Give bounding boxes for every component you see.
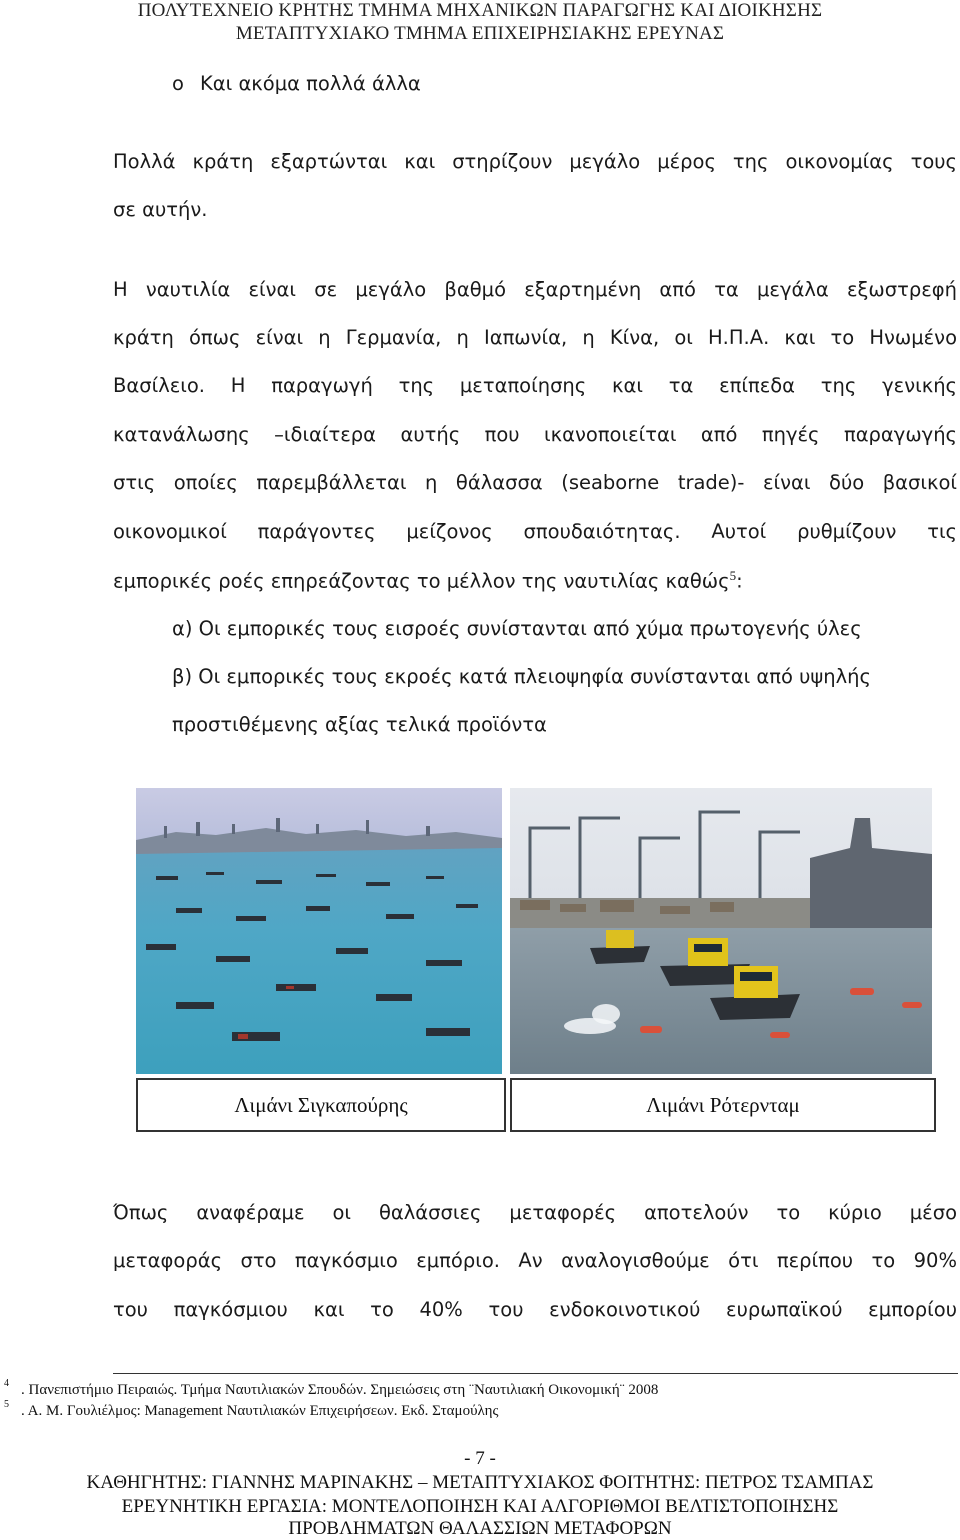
footnote-4-number: 4 [4,1378,9,1389]
footnote-4-text: . Πανεπιστήμιο Πειραιώς. Τμήμα Ναυτιλιακών Σπουδών. Σημειώσεις στη ¨Ναυτιλιακή Οικονομική¨ 2008 [21,1382,659,1398]
footnote-4 [4,1378,659,1399]
para2-line-4: κατανάλωσης –ιδιαίτερα αυτής που ικανοποιείται από πηγές παραγωγής [113,423,957,446]
bullet-marker: o [172,72,184,95]
singapore-port-photo [136,788,502,1074]
footer-line-3: ΠΡΟΒΛΗΜΑΤΩΝ ΘΑΛΑΣΣΙΩΝ ΜΕΤΑΦΟΡΩΝ [288,1518,672,1539]
footnote-5-text: . Α. Μ. Γουλιέλμος: Management Ναυτιλιακών Επιχειρήσεων. Εκδ. Σταμούλης [21,1403,499,1419]
bullet-item [172,72,421,95]
para2-line-7-text: εμπορικές ροές επηρεάζοντας το μέλλον της ναυτιλίας καθώς [113,569,730,593]
header-line-2: ΜΕΤΑΠΤΥΧΙΑΚΟ ΤΜΗΜΑ ΕΠΙΧΕΙΡΗΣΙΑΚΗΣ ΕΡΕΥΝΑΣ [235,23,725,44]
list-item-a: α) Οι εμπορικές τους εισροές συνίστανται από χύμα πρωτογενής ύλες [172,617,862,640]
footnote-5 [4,1399,499,1420]
para2-line-2: κράτη όπως είναι η Γερμανία, η Ιαπωνία, η Κίνα, οι Η.Π.Α. και το Ηνωμένο [113,326,957,349]
para3-line-1: Όπως αναφέραμε οι θαλάσσιες μεταφορές αποτελούν το κύριο μέσο [113,1201,957,1224]
para2-line-6: οικονομικοί παράγοντες μείζονος σπουδαιότητας. Αυτοί ρυθμίζουν τις [113,520,957,543]
footnote-5-number: 5 [4,1399,9,1410]
footer-line-1: ΚΑΘΗΓΗΤΗΣ: ΓΙΑΝΝΗΣ ΜΑΡΙΝΑΚΗΣ – ΜΕΤΑΠΤΥΧΙΑΚΟΣ ΦΟΙΤΗΤΗΣ: ΠΕΤΡΟΣ ΤΣΑΜΠΑΣ [86,1472,874,1493]
para2-line-5: στις οποίες παρεμβάλλεται η θάλασσα (seaborne trade)- είναι δύο βασικοί [113,471,957,494]
bullet-text: Και ακόμα πολλά άλλα [200,72,421,95]
list-item-b-line-2: προστιθέμενης αξίας τελικά προϊόντα [172,713,547,736]
para1-line-2: σε αυτήν. [113,198,208,221]
page-number: - 7 - [464,1448,496,1469]
rotterdam-port-image [510,788,932,1074]
para3-line-3: του παγκόσμιου και το 40% του ενδοκοινοτικού ευρωπαϊκού εμπορίου [113,1298,957,1321]
para2-line-1: Η ναυτιλία είναι σε μεγάλο βαθμό εξαρτημένη από τα μεγάλα εξωστρεφή [113,278,957,301]
caption-singapore: Λιμάνι Σιγκαπούρης [136,1078,506,1132]
rotterdam-port-photo [510,788,932,1074]
para3-line-2: μεταφοράς στο παγκόσμιο εμπόριο. Αν αναλογισθούμε ότι περίπου το 90% [113,1249,957,1272]
para2-line-3: Βασίλειο. Η παραγωγή της μεταποίησης και τα επίπεδα της γενικής [113,374,957,397]
para2-line-7-colon: : [736,569,743,593]
footer-line-2: ΕΡΕΥΝΗΤΙΚΗ ΕΡΓΑΣΙΑ: ΜΟΝΤΕΛΟΠΟΙΗΣΗ ΚΑΙ ΑΛΓΟΡΙΘΜΟΙ ΒΕΛΤΙΣΤΟΠΟΙΗΣΗΣ [121,1496,839,1517]
caption-rotterdam: Λιμάνι Ρότερνταμ [510,1078,936,1132]
para2-line-7 [113,568,957,593]
para1-line-1: Πολλά κράτη εξαρτώνται και στηρίζουν μεγάλο μέρος της οικονομίας τους [113,150,957,173]
list-item-b-line-1: β) Οι εμπορικές τους εκροές κατά πλειοψηφία συνίστανται από υψηλής [172,665,871,688]
footnote-divider [113,1373,958,1374]
singapore-port-image [136,788,502,1074]
header-line-1: ΠΟΛΥΤΕΧΝΕΙΟ ΚΡΗΤΗΣ ΤΜΗΜΑ ΜΗΧΑΝΙΚΩΝ ΠΑΡΑΓΩΓΗΣ ΚΑΙ ΔΙΟΙΚΗΣΗΣ [137,0,823,21]
footnote-ref-5: 5 [729,568,737,583]
